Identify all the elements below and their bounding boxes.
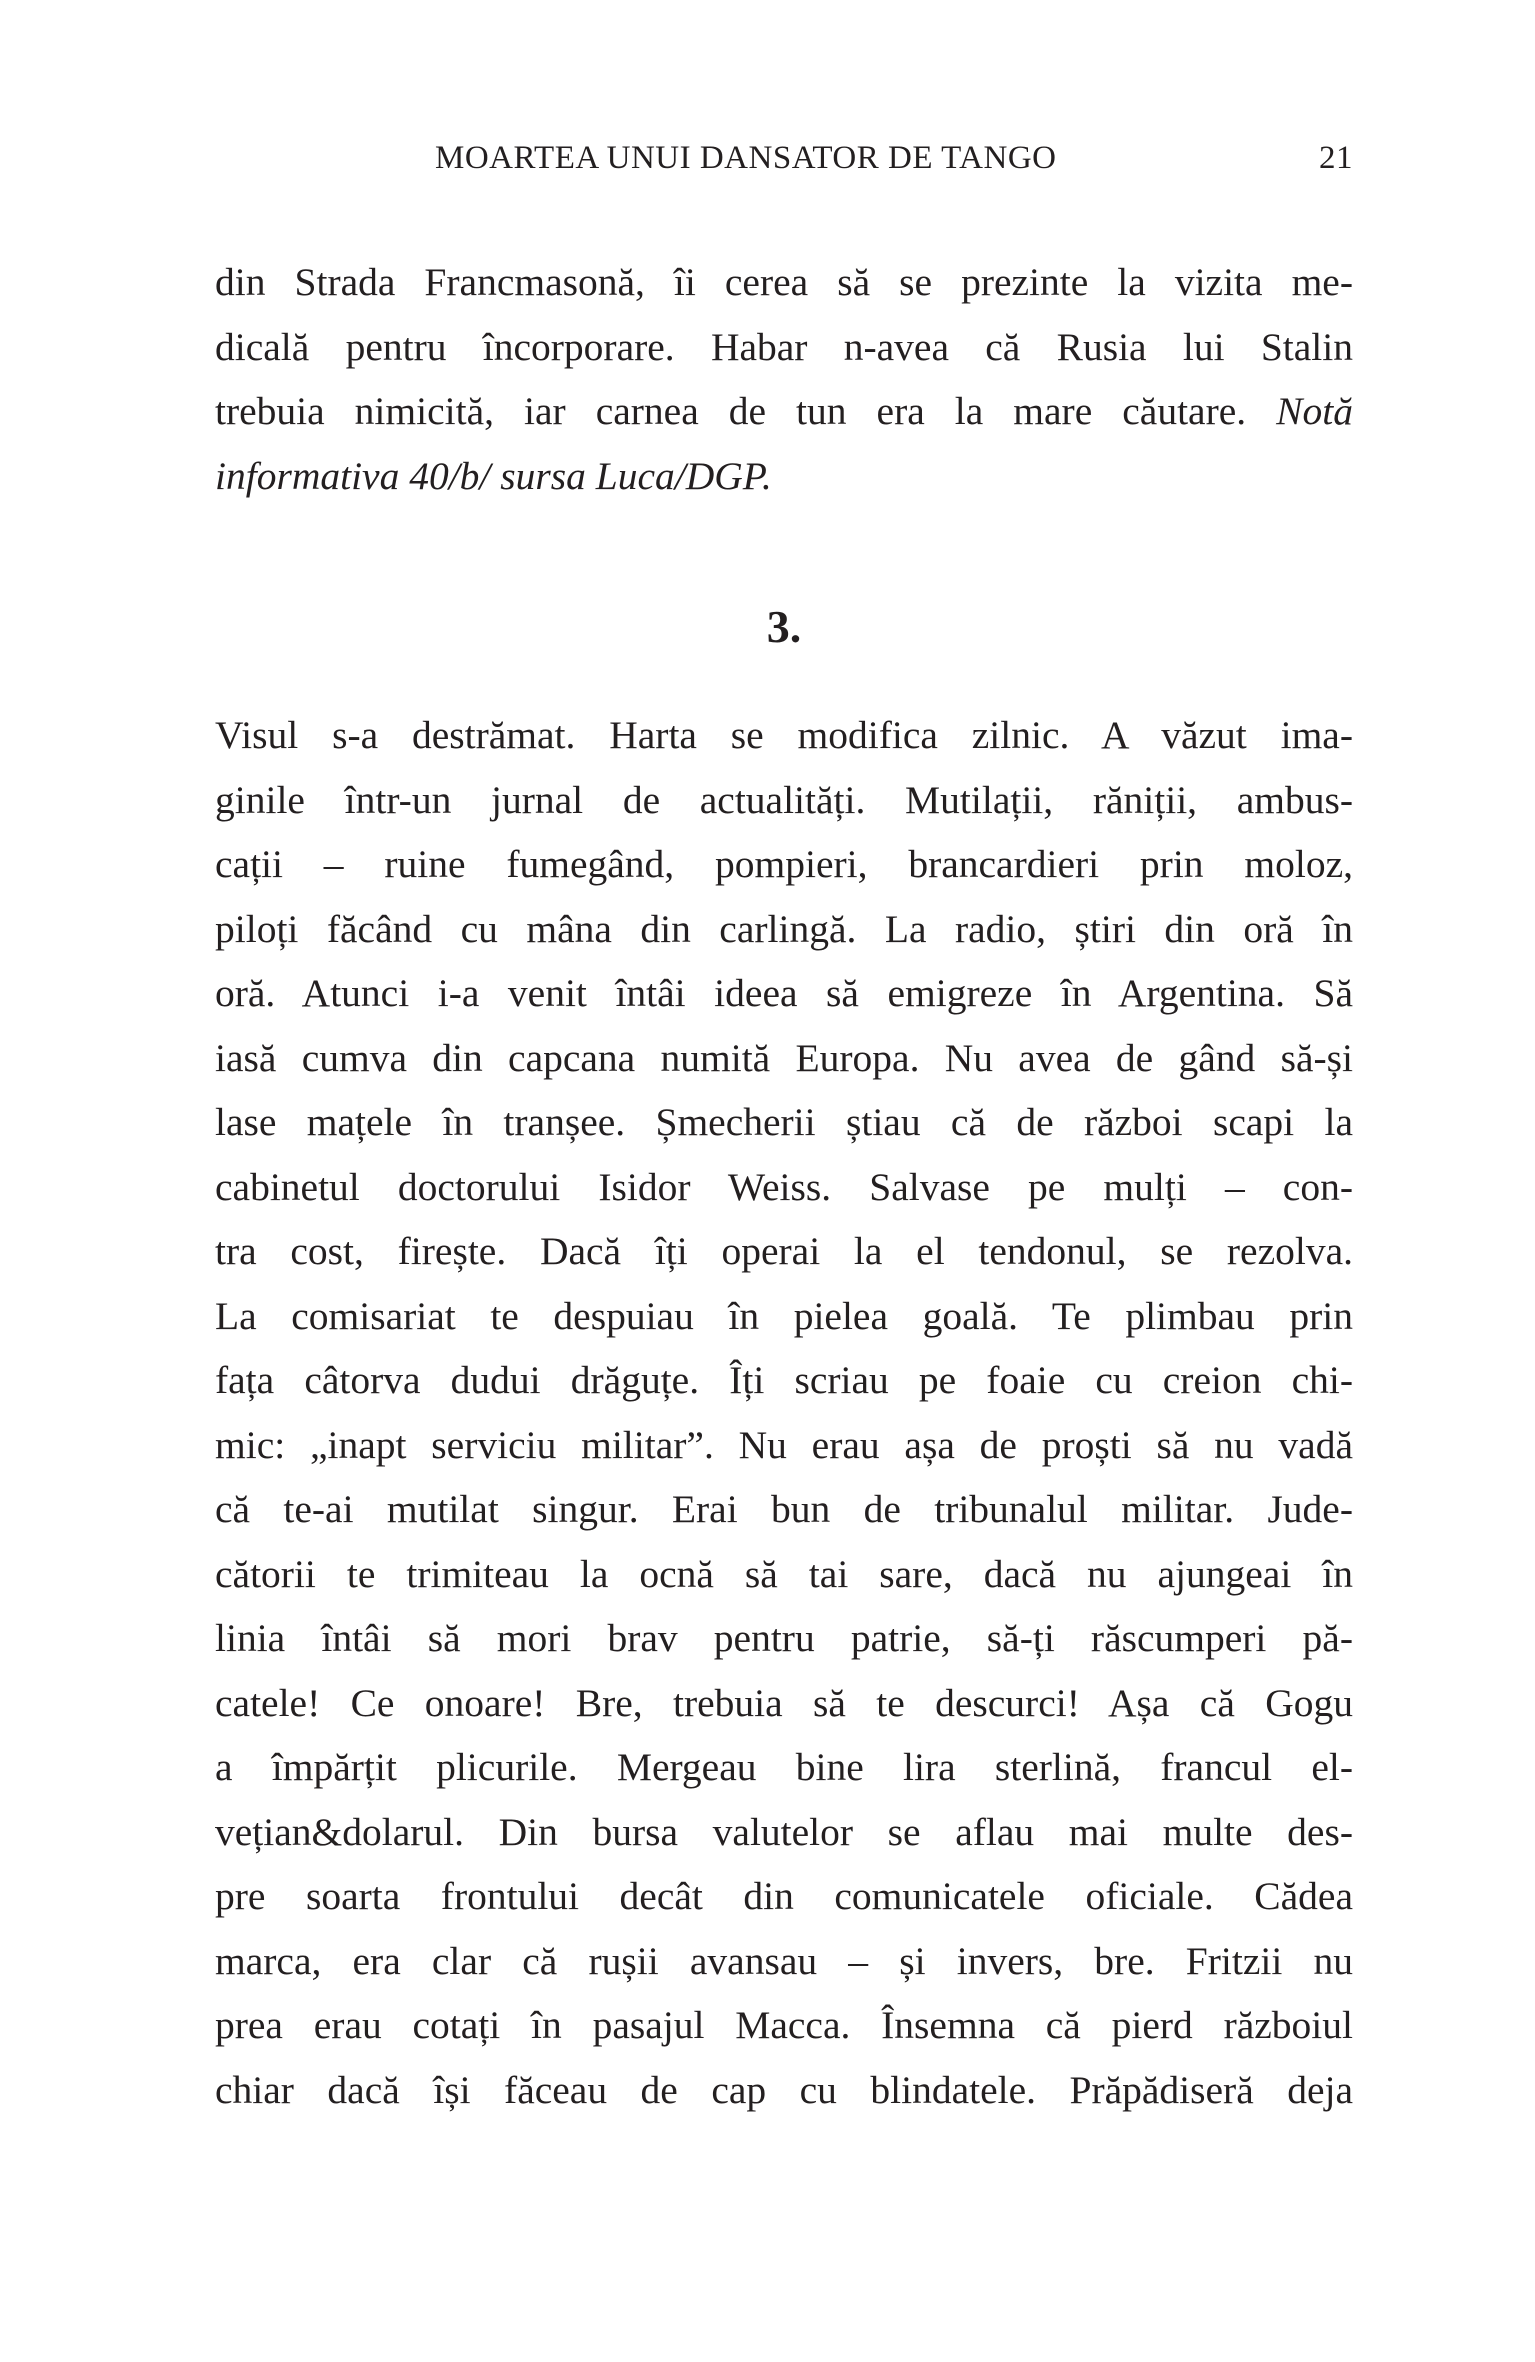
text-line: tra cost, firește. Dacă îți operai la el tendonul, se rezolva. bbox=[215, 1229, 1353, 1273]
text-segment: trebuia nimicită, iar carnea de tun era la mare căutare. bbox=[215, 389, 1277, 433]
text-line: din Strada Francmasonă, îi cerea să se prezinte la vizita me- bbox=[215, 260, 1353, 304]
text-line: că te-ai mutilat singur. Erai bun de tribunalul militar. Jude- bbox=[215, 1487, 1353, 1531]
italic-source-note: informativa 40/b/ sursa Luca/DGP. bbox=[215, 453, 772, 498]
text-line: chiar dacă își făceau de cap cu blindatele. Prăpădiseră deja bbox=[215, 2067, 1353, 2112]
paragraph-2 bbox=[215, 703, 1353, 2122]
page-number: 21 bbox=[1319, 140, 1353, 176]
text-line: linia întâi să mori brav pentru patrie, să-ți răscumperi pă- bbox=[215, 1616, 1353, 1660]
text-line: cabinetul doctorului Isidor Weiss. Salvase pe mulți – con- bbox=[215, 1164, 1353, 1209]
book-title: MOARTEA UNUI DANSATOR DE TANGO bbox=[435, 140, 1057, 176]
text-line: cătorii te trimiteau la ocnă să tai sare, dacă nu ajungeai în bbox=[215, 1551, 1353, 1596]
text-line: lase mațele în tranșee. Șmecherii știau că de război scapi la bbox=[215, 1100, 1353, 1144]
text-line bbox=[215, 379, 1353, 444]
text-line: fața câtorva dudui drăguțe. Îți scriau pe foaie cu creion chi- bbox=[215, 1358, 1353, 1402]
section-number: 3. bbox=[766, 601, 802, 652]
italic-source-note: Notă bbox=[1276, 389, 1353, 433]
text-line: oră. Atunci i-a venit întâi ideea să emigreze în Argentina. Să bbox=[215, 971, 1353, 1015]
paragraph-1 bbox=[215, 250, 1353, 508]
text-line: vețian&dolarul. Din bursa valutelor se aflau mai multe des- bbox=[215, 1809, 1353, 1854]
text-line: dicală pentru încorporare. Habar n-avea că Rusia lui Stalin bbox=[215, 324, 1353, 369]
text-line: prea erau cotați în pasajul Macca. Însemna că pierd războiul bbox=[215, 2003, 1353, 2047]
text-line: Visul s-a destrămat. Harta se modifica zilnic. A văzut ima- bbox=[215, 713, 1353, 757]
text-line: piloți făcând cu mâna din carlingă. La radio, știri din oră în bbox=[215, 906, 1353, 951]
text-line: catele! Ce onoare! Bre, trebuia să te descurci! Așa că Gogu bbox=[215, 1680, 1353, 1725]
text-line: iasă cumva din capcana numită Europa. Nu avea de gând să-și bbox=[215, 1035, 1353, 1080]
text-line: cații – ruine fumegând, pompieri, brancardieri prin moloz, bbox=[215, 842, 1353, 886]
text-line: marca, era clar că rușii avansau – și invers, bre. Fritzii nu bbox=[215, 1938, 1353, 1983]
text-line: mic: „inapt serviciu militar”. Nu erau așa de proști să nu vadă bbox=[215, 1422, 1353, 1467]
text-line: pre soarta frontului decât din comunicatele oficiale. Cădea bbox=[215, 1874, 1353, 1918]
running-header bbox=[435, 140, 1353, 184]
text-line: La comisariat te despuiau în pielea goală. Te plimbau prin bbox=[215, 1293, 1353, 1338]
text-line: ginile într-un jurnal de actualități. Mutilații, răniții, ambus- bbox=[215, 777, 1353, 822]
text-line: a împărțit plicurile. Mergeau bine lira sterlină, francul el- bbox=[215, 1745, 1353, 1789]
